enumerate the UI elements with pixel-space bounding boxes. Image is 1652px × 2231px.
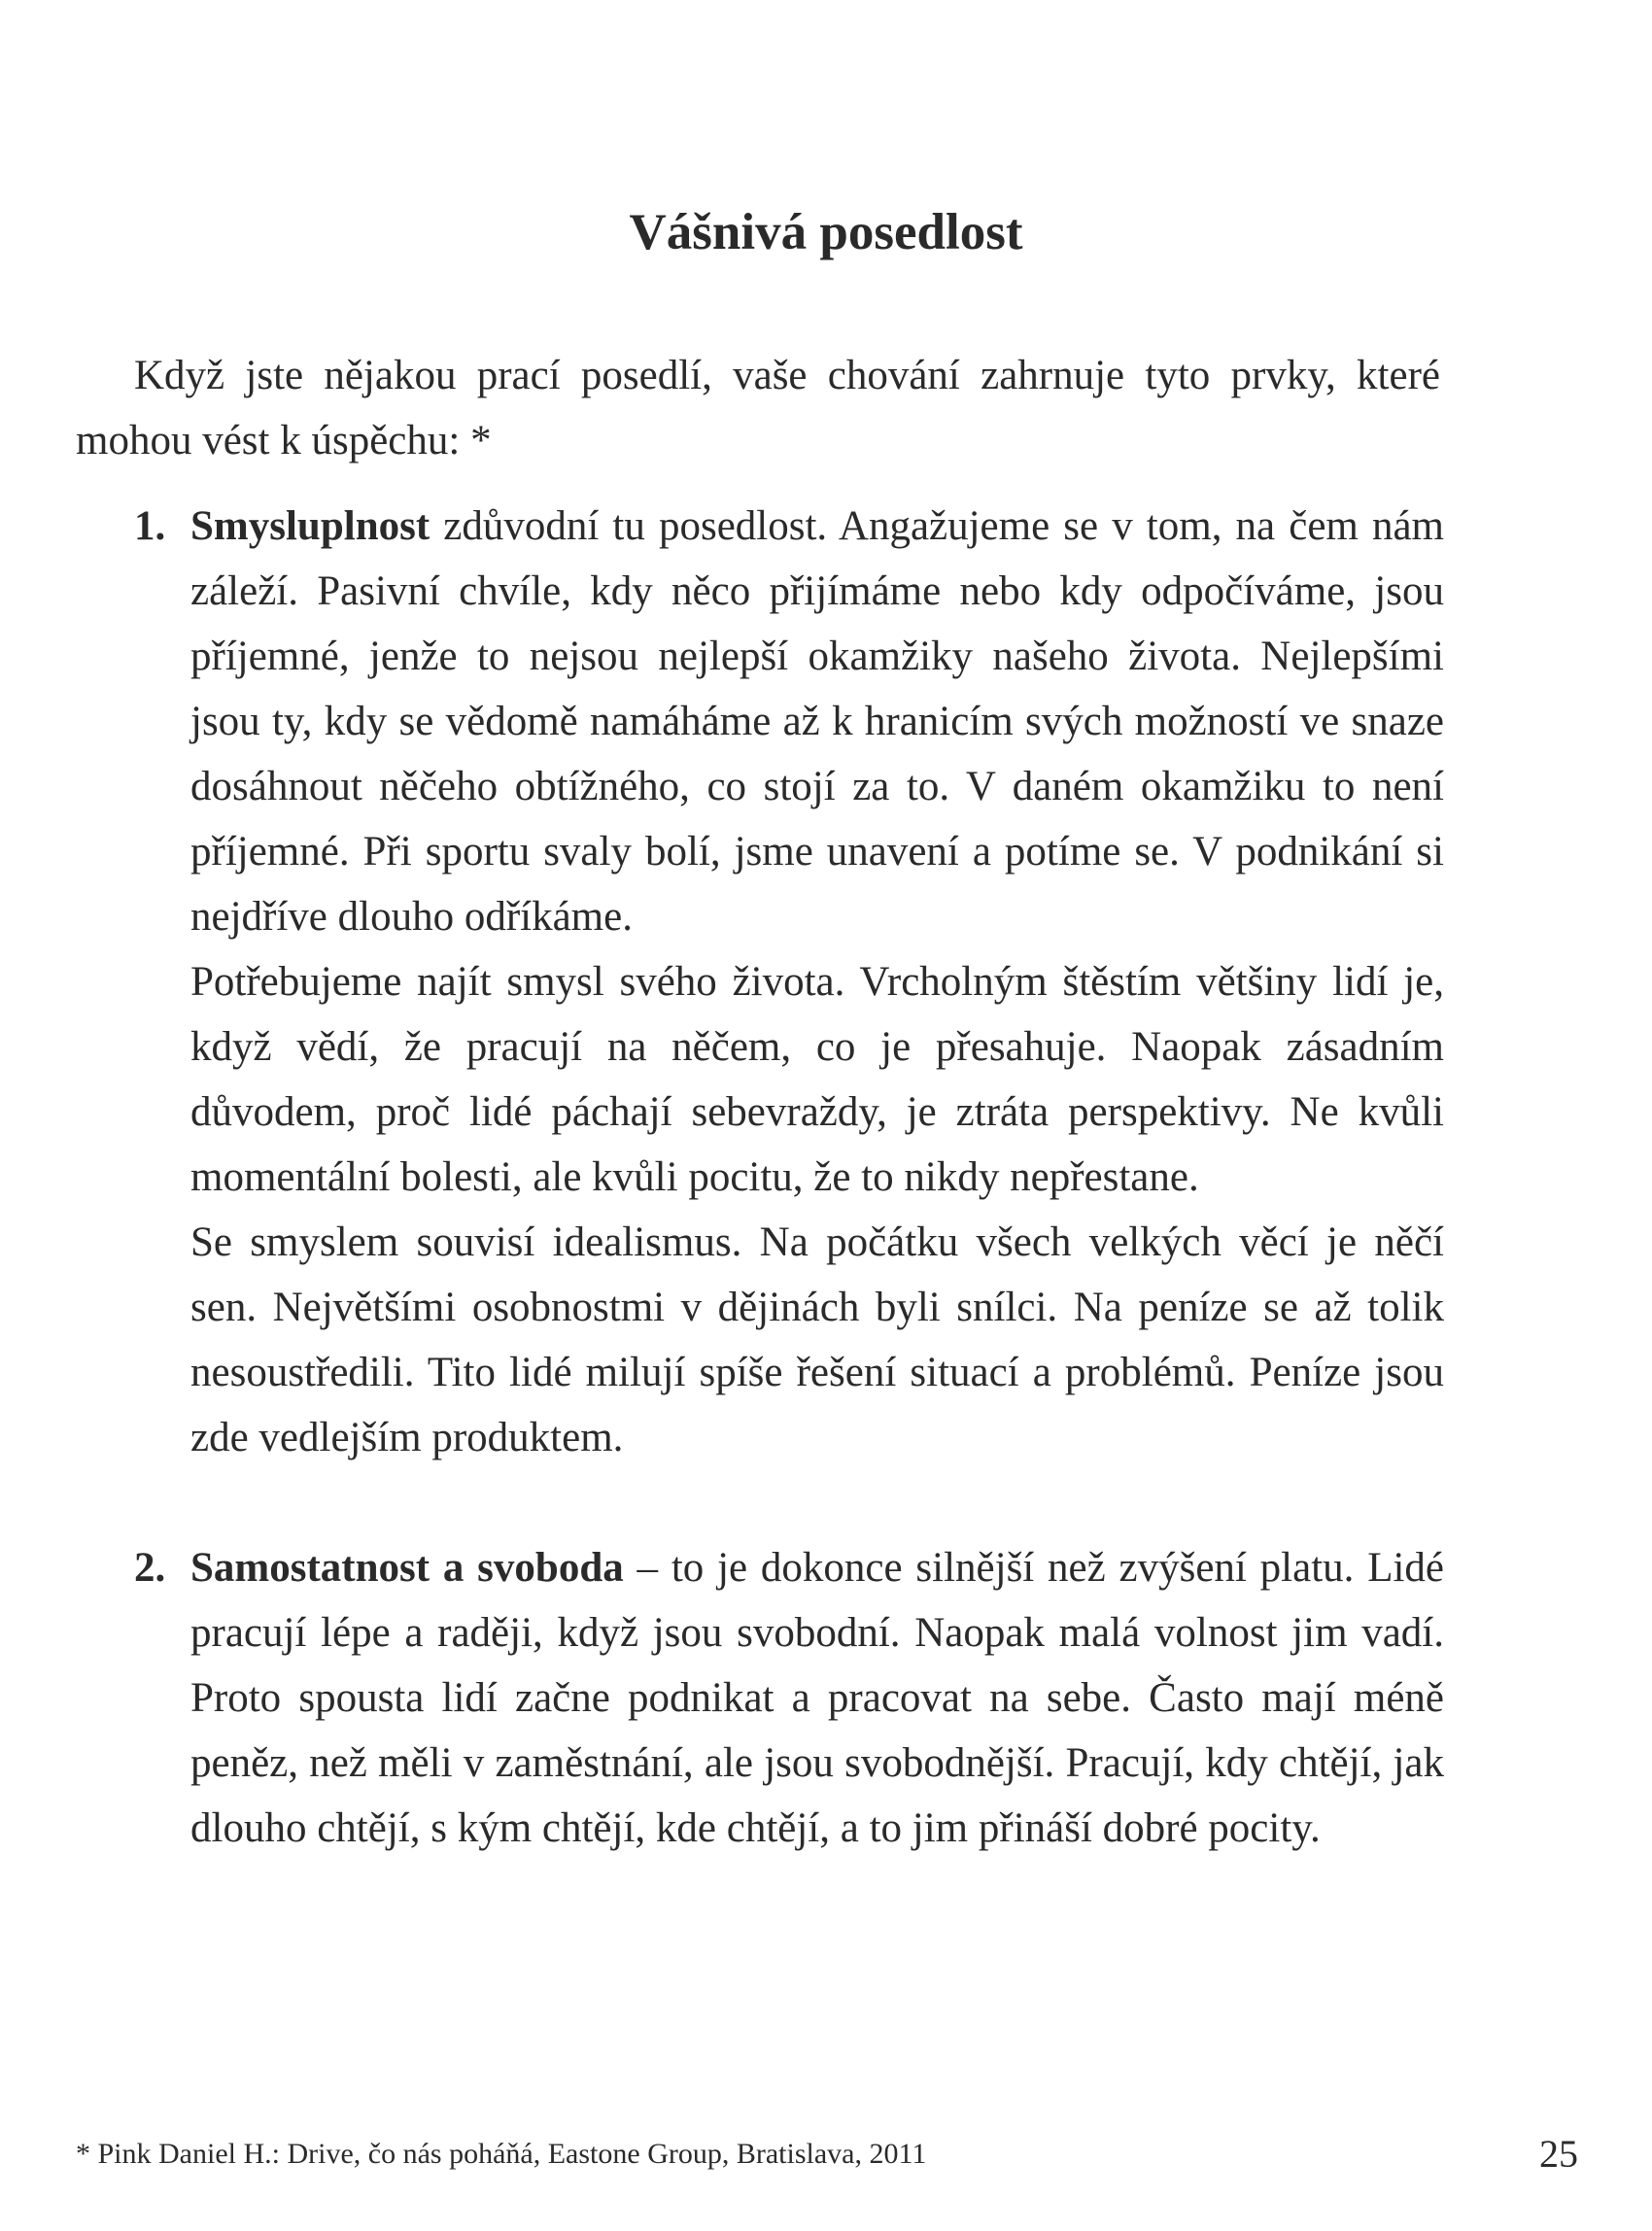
item-text: zdůvodní tu posedlost. Angažujeme se v tom, na čem nám záleží. Pasivní chvíle, kdy něco přijímáme nebo kdy odpočíváme, jsou příjemné, jenže to nejsou nejlepší okamžiky našeho života. Nejlepšími jsou ty, kdy se vědomě namáháme až k hranicím svých možností ve snaze dosáhnout něčeho obtížného, co stojí za to. V daném okamžiku to není příjemné. Při sportu svaly bolí, jsme unavení a potíme se. V podnikání si nejdříve dlouho odříkáme.	[190, 503, 1444, 940]
list-item-samostatnost	[134, 1535, 1445, 1861]
item-term: Samostatnost a svoboda	[190, 1545, 624, 1591]
list-number: 2.	[134, 1545, 166, 1591]
footnote: * Pink Daniel H.: Drive, čo nás poháňá, Eastone Group, Bratislava, 2011	[76, 2138, 927, 2170]
item-text: – to je dokonce silnější než zvýšení platu. Lidé pracují lépe a raději, když jsou svobodní. Naopak malá volnost jim vadí. Proto spousta lidí začne podnikat a pracovat na sebe. Často mají méně peněz, než měli v zaměstnání, ale jsou svobodnější. Pracují, kdy chtějí, jak dlouho chtějí, s kým chtějí, kde chtějí, a to jim přináší dobré pocity.	[190, 1545, 1445, 1851]
intro-paragraph: Když jste nějakou prací posedlí, vaše chování zahrnuje tyto prvky, které mohou vést k úspěchu: *	[76, 353, 1440, 463]
list-number: 1.	[134, 503, 166, 549]
page-number: 25	[1539, 2132, 1578, 2176]
item-paragraph	[190, 1535, 1444, 1861]
list-item-smysluplnost	[134, 494, 1444, 1470]
item-paragraph	[190, 494, 1444, 949]
item-term: Smysluplnost	[190, 503, 430, 549]
item-paragraph: Potřebujeme najít smysl svého života. Vrcholným štěstím většiny lidí je, když vědí, že pracují na něčem, co je přesahuje. Naopak zásadním důvodem, proč lidé páchají sebevraždy, je ztráta perspektivy. Ne kvůli momentální bolesti, ale kvůli pocitu, že to nikdy nepřestane.	[190, 959, 1444, 1200]
item-paragraph: Se smyslem souvisí idealismus. Na počátku všech velkých věcí je něčí sen. Největšími osobnostmi v dějinách byli snílci. Na peníze se až tolik nesoustředili. Tito lidé milují spíše řešení situací a problémů. Peníze jsou zde vedlejším produktem.	[190, 1219, 1444, 1460]
page-title: Vášnivá posedlost	[629, 203, 1023, 260]
